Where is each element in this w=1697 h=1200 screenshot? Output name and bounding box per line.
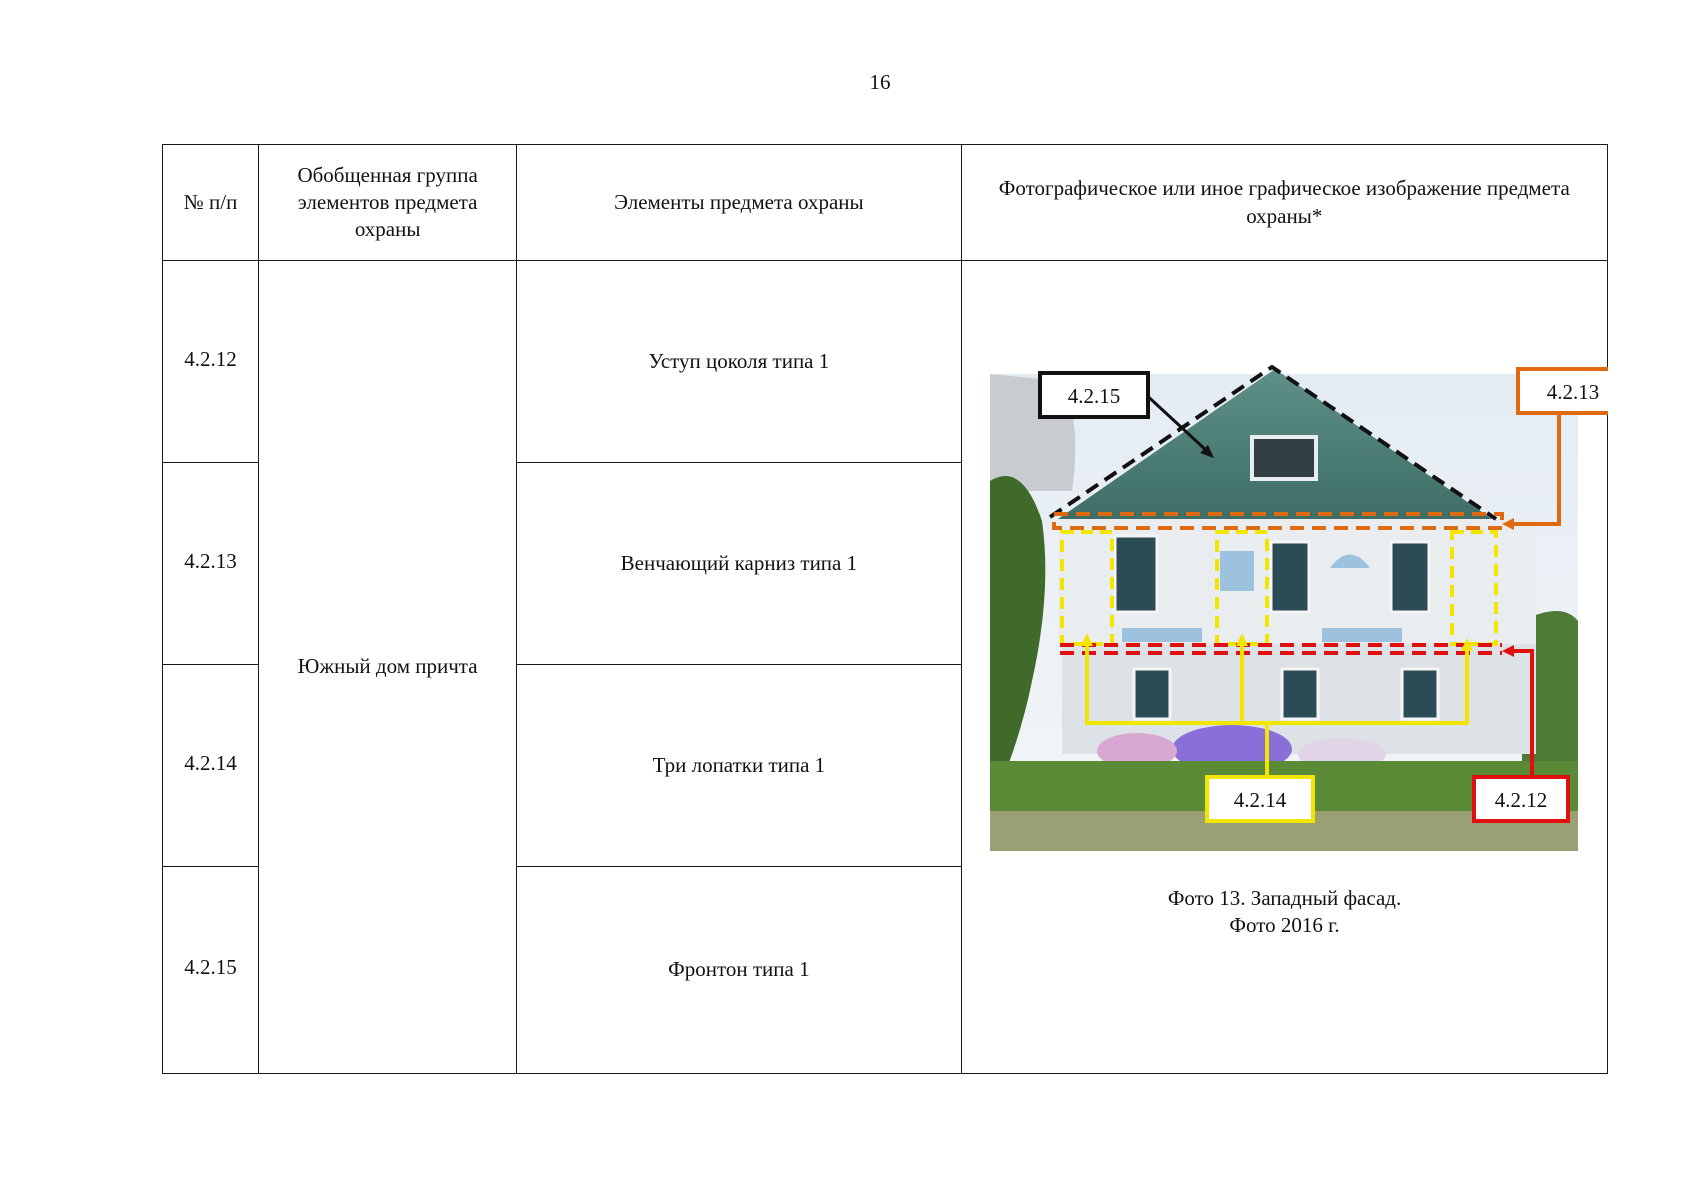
- group-name: Южный дом причта: [259, 261, 517, 1074]
- protection-table: [162, 144, 1608, 1074]
- facade-photo: [962, 261, 1608, 881]
- row-number-text: 4.2.13: [184, 548, 237, 573]
- table-row: [163, 261, 1608, 463]
- caption-line-2: Фото 2016 г.: [1229, 913, 1340, 938]
- row-number: [163, 867, 259, 1074]
- upper-window: [1391, 542, 1429, 612]
- label-4-2-15: [1040, 373, 1148, 417]
- row-number-text: 4.2.12: [184, 346, 237, 371]
- element-name: Уступ цоколя типа 1: [517, 261, 961, 463]
- photo-wrap: [962, 261, 1608, 1081]
- label-text: 4.2.15: [1067, 384, 1120, 408]
- blue-panel: [1220, 551, 1254, 591]
- label-text: 4.2.12: [1494, 788, 1547, 812]
- photo-cell: [961, 261, 1607, 1074]
- element-name: Фронтон типа 1: [517, 867, 961, 1074]
- row-number: [163, 261, 259, 463]
- lower-window: [1402, 669, 1438, 719]
- label-text: 4.2.14: [1233, 788, 1286, 812]
- label-4-2-12: [1474, 777, 1568, 821]
- header-num: № п/п: [163, 145, 259, 261]
- element-name: Три лопатки типа 1: [517, 665, 961, 867]
- caption-line-1: Фото 13. Западный фасад.: [1167, 886, 1402, 910]
- page-number: 16: [869, 70, 891, 94]
- header-elements: Элементы предмета охраны: [517, 145, 961, 261]
- photo-caption: [962, 885, 1608, 940]
- blue-panel: [1322, 628, 1402, 642]
- header-photo: Фотографическое или иное графическое изображение предмета охраны*: [961, 145, 1607, 261]
- header-group: Обобщенная группа элементов предмета охраны: [259, 145, 517, 261]
- lower-window: [1282, 669, 1318, 719]
- element-name: Венчающий карниз типа 1: [517, 463, 961, 665]
- row-number: [163, 665, 259, 867]
- table-header-row: [163, 145, 1608, 261]
- upper-window: [1271, 542, 1309, 612]
- upper-window: [1115, 536, 1157, 612]
- row-number-text: 4.2.15: [184, 955, 237, 980]
- row-number: [163, 463, 259, 665]
- pediment-window: [1252, 437, 1316, 479]
- label-text: 4.2.13: [1546, 380, 1599, 404]
- lower-window: [1134, 669, 1170, 719]
- row-number-text: 4.2.14: [184, 750, 237, 775]
- blue-panel: [1122, 628, 1202, 642]
- label-4-2-14: [1207, 777, 1313, 821]
- label-4-2-13: [1518, 369, 1608, 413]
